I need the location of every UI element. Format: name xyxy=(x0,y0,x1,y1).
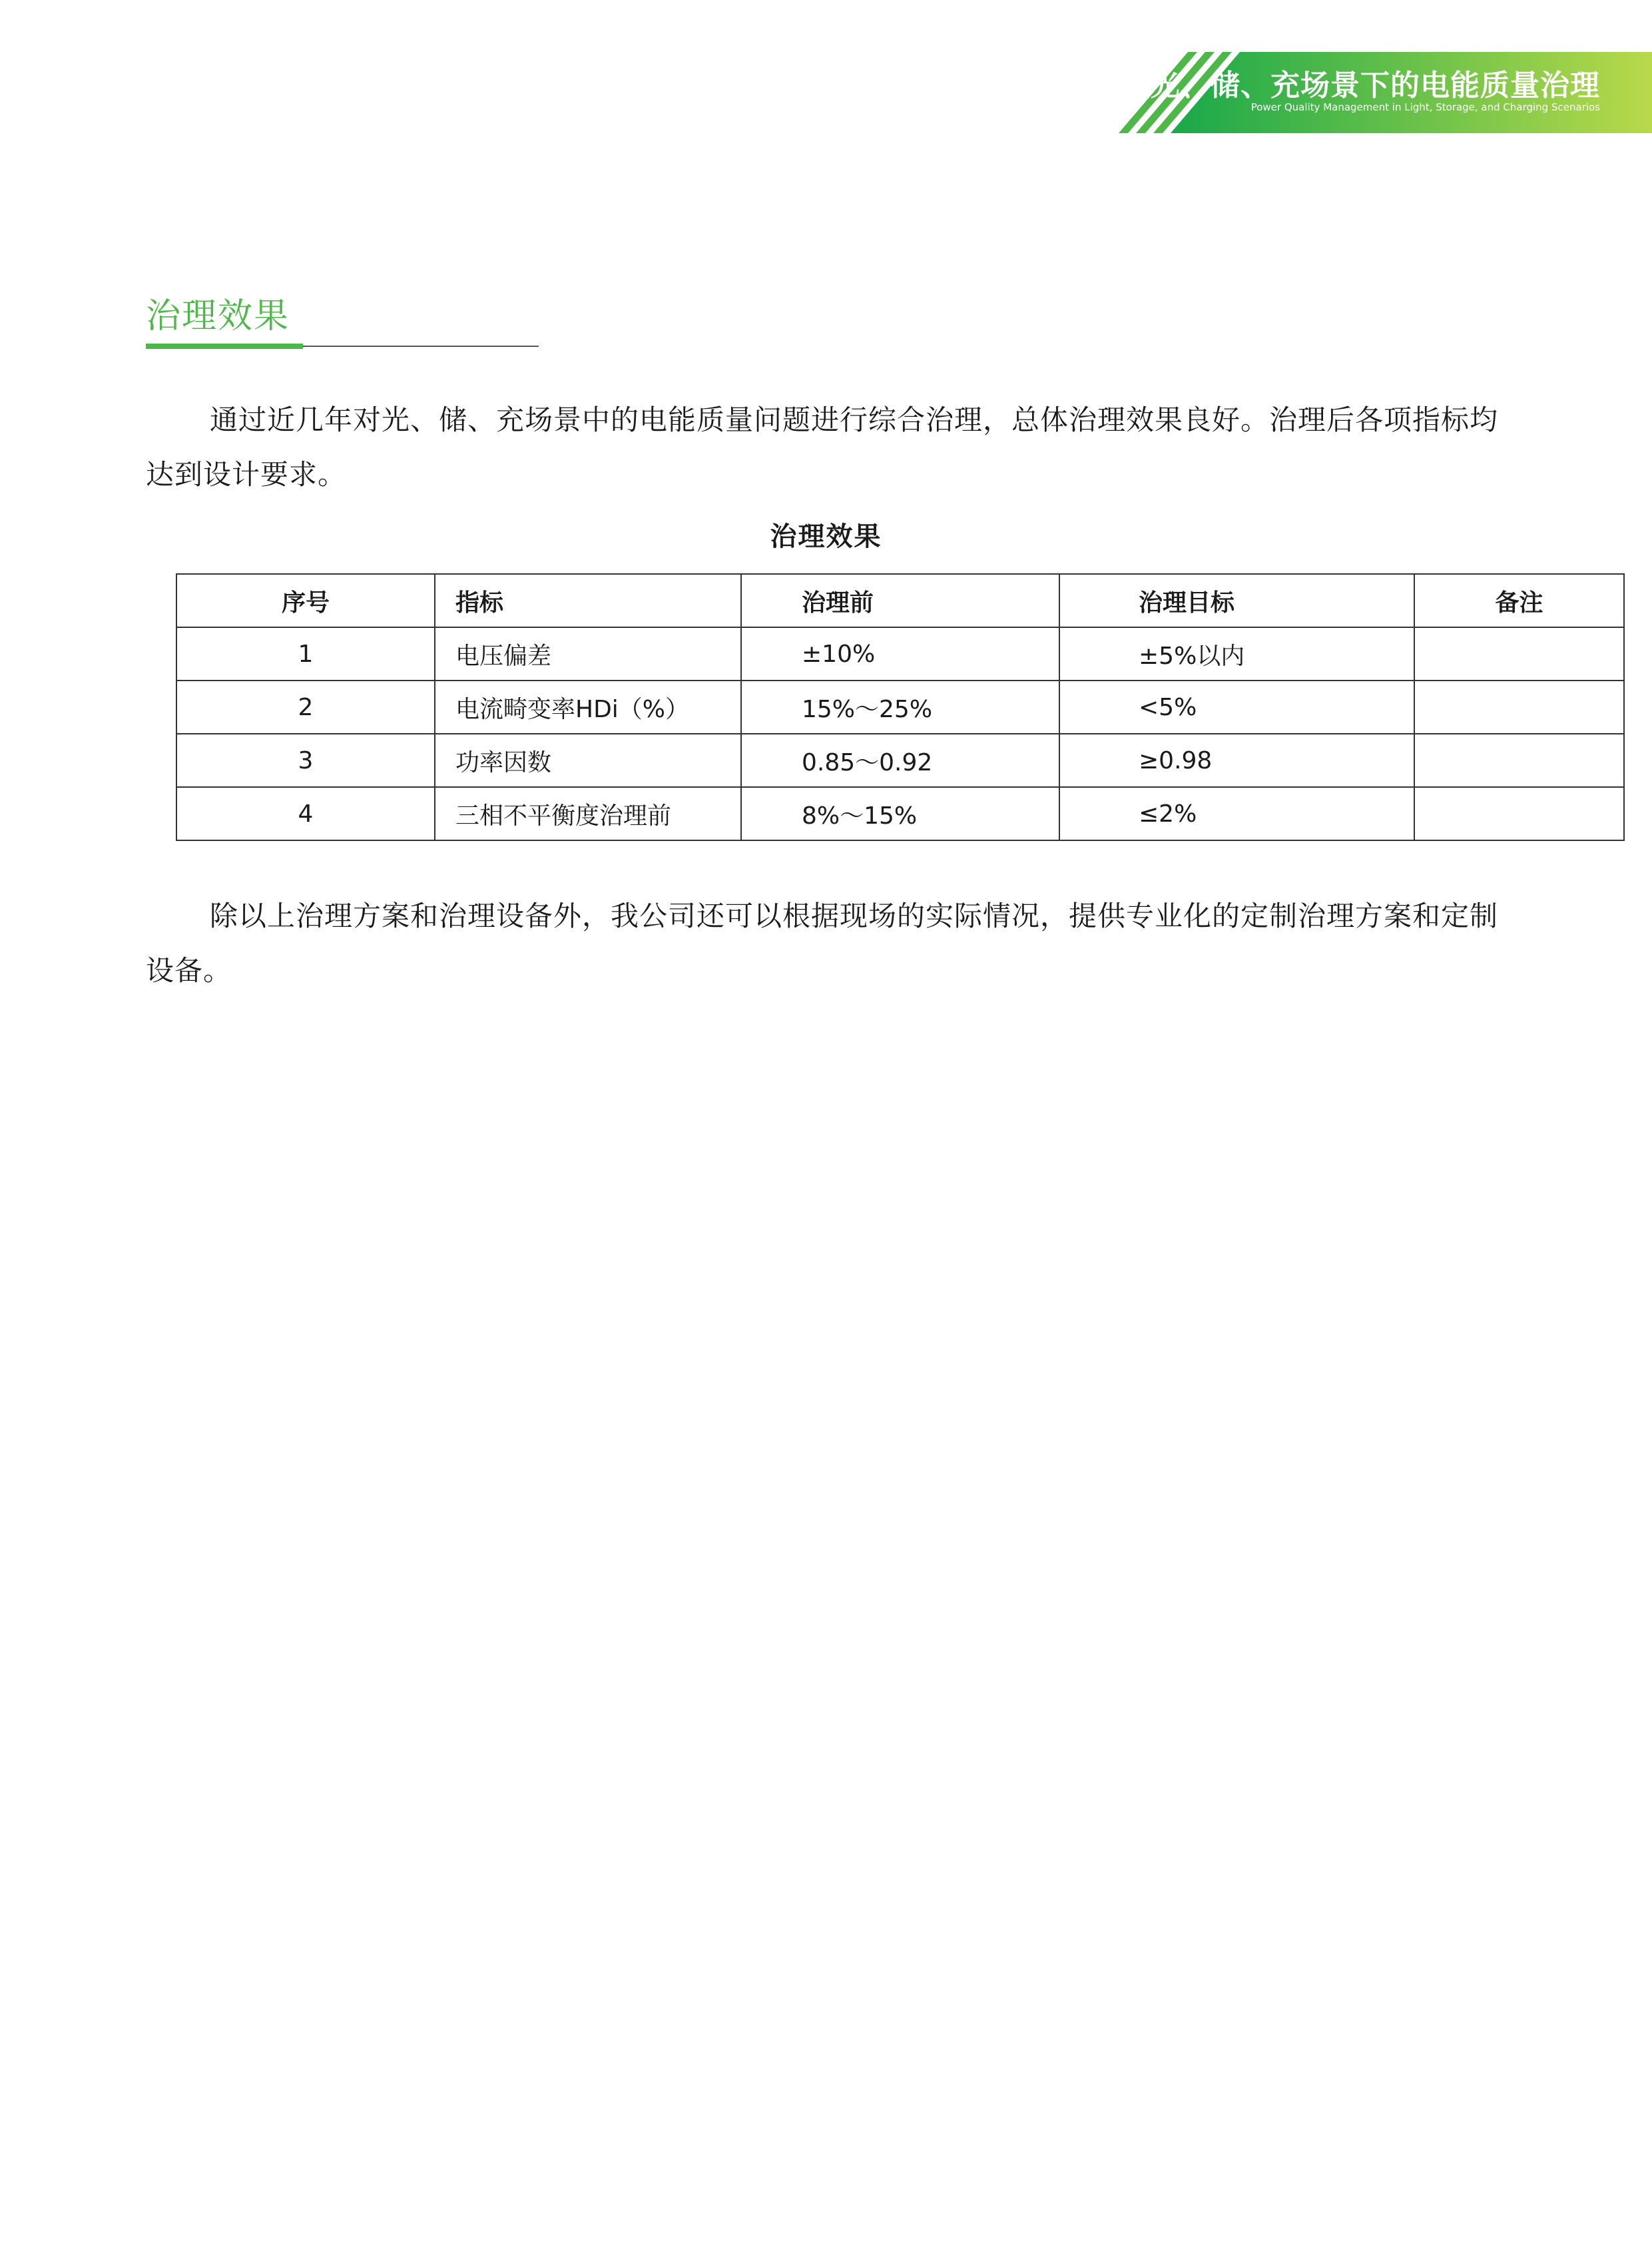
effect-table xyxy=(176,573,1625,841)
header-cell-before: 治理前 xyxy=(741,574,1059,627)
header-cell-indicator: 指标 xyxy=(435,574,741,627)
header-cell-remark: 备注 xyxy=(1414,574,1624,627)
cell-target: ±5%以内 xyxy=(1059,627,1414,681)
table-row xyxy=(176,681,1624,734)
cell-target: ≥0.98 xyxy=(1059,734,1414,787)
section-title: 治理效果 xyxy=(146,296,290,336)
cell-index: 1 xyxy=(176,627,435,681)
cell-remark xyxy=(1414,681,1624,734)
table-row xyxy=(176,627,1624,681)
intro-paragraph-text: 通过近几年对光、储、充场景中的电能质量问题进行综合治理，总体治理效果良好。治理后各项指标均达到设计要求。 xyxy=(146,404,1499,491)
cell-remark xyxy=(1414,787,1624,840)
intro-paragraph xyxy=(146,393,1508,502)
table-row xyxy=(176,787,1624,840)
cell-indicator: 电压偏差 xyxy=(435,627,741,681)
header-banner xyxy=(1119,52,1652,133)
cell-indicator: 功率因数 xyxy=(435,734,741,787)
cell-target: <5% xyxy=(1059,681,1414,734)
cell-before: ±10% xyxy=(741,627,1059,681)
cell-index: 3 xyxy=(176,734,435,787)
cell-remark xyxy=(1414,627,1624,681)
cell-before: 0.85～0.92 xyxy=(741,734,1059,787)
cell-index: 4 xyxy=(176,787,435,840)
header-cell-target: 治理目标 xyxy=(1059,574,1414,627)
cell-indicator: 电流畸变率HDi（%） xyxy=(435,681,741,734)
cell-before: 15%～25% xyxy=(741,681,1059,734)
header-cell-index: 序号 xyxy=(176,574,435,627)
banner-title: 光、储、充场景下的电能质量治理 xyxy=(1151,69,1600,103)
closing-paragraph-text: 除以上治理方案和治理设备外，我公司还可以根据现场的实际情况，提供专业化的定制治理方案和定制设备。 xyxy=(146,900,1499,987)
cell-indicator: 三相不平衡度治理前 xyxy=(435,787,741,840)
banner-subtitle: Power Quality Management in Light, Storage, and Charging Scenarios xyxy=(1250,101,1600,113)
cell-index: 2 xyxy=(176,681,435,734)
heading-accent-bar xyxy=(146,344,303,349)
table-header-row xyxy=(176,574,1624,627)
cell-remark xyxy=(1414,734,1624,787)
closing-paragraph xyxy=(146,889,1508,998)
cell-before: 8%～15% xyxy=(741,787,1059,840)
table-row xyxy=(176,734,1624,787)
cell-target: ≤2% xyxy=(1059,787,1414,840)
table-caption: 治理效果 xyxy=(770,521,882,552)
